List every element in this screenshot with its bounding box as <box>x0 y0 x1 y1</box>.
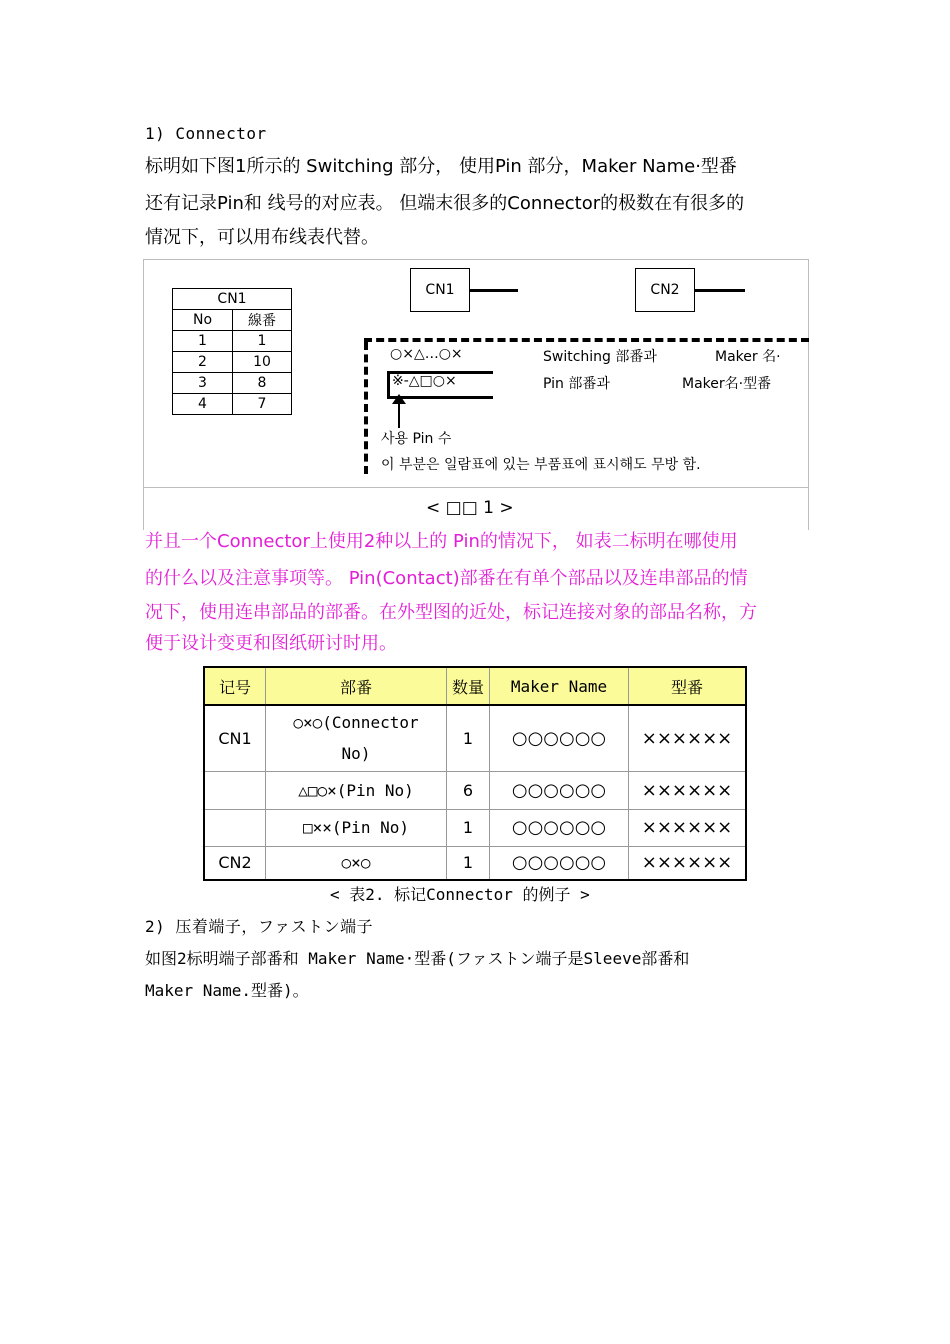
column-header-part: 部番 <box>266 667 447 705</box>
cell-model: ×××××× <box>629 809 747 846</box>
column-header-maker: Maker Name <box>490 667 629 705</box>
paragraph-line: 还有记录Pin和 线号的对应表。 但端末很多的Connector的极数在有很多的 <box>145 193 745 214</box>
cell-maker: ○○○○○○ <box>490 846 629 880</box>
section-title-terminal: 2) 压着端子，ファストン端子 <box>145 917 374 936</box>
pin-count-label: 사용 Pin 수 <box>381 431 452 447</box>
paragraph-line: 便于设计变更和图纸研讨时用。 <box>145 633 397 654</box>
table-row <box>204 809 746 846</box>
cell-part-line: No) <box>341 744 371 764</box>
connector-example-table <box>203 666 747 881</box>
cn1-wire-table <box>172 288 292 415</box>
column-header-qty: 数量 <box>447 667 490 705</box>
column-header-wire: 線番 <box>233 310 292 331</box>
paragraph-line: 如图2标明端子部番和 Maker Name·型番(ファストン端子是Sleeve部番和 <box>145 949 690 968</box>
cell-model: ×××××× <box>629 846 747 880</box>
figure-divider <box>143 487 808 488</box>
pin-label: Pin 部番과 <box>543 376 610 392</box>
figure-1 <box>143 259 809 530</box>
cell-model: ×××××× <box>629 771 747 809</box>
connector-lead-line <box>695 289 745 292</box>
connector-box-cn2: CN2 <box>635 268 695 312</box>
table-row <box>204 771 746 809</box>
table-cell: 3 <box>173 373 233 394</box>
cell-code <box>204 771 266 809</box>
figure-note: 이 부분은 일람표에 있는 부품표에 표시해도 무방 함. <box>381 457 701 473</box>
column-header-model: 型番 <box>629 667 747 705</box>
cell-code <box>204 809 266 846</box>
arrow-shaft <box>398 402 400 428</box>
cell-maker: ○○○○○○ <box>490 771 629 809</box>
paragraph-line: 况下，使用连串部品的部番。在外型图的近处，标记连接对象的部品名称，方 <box>145 602 757 623</box>
dashed-border-top <box>364 338 809 342</box>
paragraph-line: 并且一个Connector上使用2种以上的 Pin的情况下， 如表二标明在哪使用 <box>145 531 738 552</box>
cell-maker: ○○○○○○ <box>490 705 629 771</box>
figure-caption: < □□ 1 > <box>426 498 514 518</box>
table-row <box>204 705 746 771</box>
cell-code: CN2 <box>204 846 266 880</box>
table-cell: 8 <box>233 373 292 394</box>
cell-part <box>266 705 447 771</box>
connector-lead-line <box>470 289 518 292</box>
pin-code: ※-△□○× <box>392 373 457 389</box>
cell-code: CN1 <box>204 705 266 771</box>
column-header-code: 记号 <box>204 667 266 705</box>
switching-code: ○×△…○× <box>390 346 463 362</box>
table-cell: 7 <box>233 394 292 415</box>
cell-qty: 1 <box>447 705 490 771</box>
paragraph-line: 的什么以及注意事项等。 Pin(Contact)部番在有单个部品以及连串部品的情 <box>145 568 748 589</box>
table-cell: 4 <box>173 394 233 415</box>
cell-model: ×××××× <box>629 705 747 771</box>
paragraph-line: 情况下，可以用布线表代替。 <box>145 227 379 248</box>
table-cell: 1 <box>173 331 233 352</box>
paragraph-line: Maker Name.型番)。 <box>145 981 309 1000</box>
switching-label: Switching 部番과 <box>543 349 657 365</box>
cell-qty: 6 <box>447 771 490 809</box>
maker-model-label: Maker名·型番 <box>682 376 772 392</box>
table-cell: 1 <box>233 331 292 352</box>
cell-part: □××(Pin No) <box>266 809 447 846</box>
table-cell: 10 <box>233 352 292 373</box>
dashed-border-left <box>364 342 368 474</box>
connector-box-cn1: CN1 <box>410 268 470 312</box>
section-title-connector: 1) Connector <box>145 124 267 143</box>
maker-label: Maker 名· <box>715 349 781 365</box>
cell-part: ○×○ <box>266 846 447 880</box>
table-row <box>204 846 746 880</box>
paragraph-line: 标明如下图1所示的 Switching 部分， 使用Pin 部分，Maker Name·型番 <box>145 156 737 177</box>
cell-qty: 1 <box>447 809 490 846</box>
table-cell: 2 <box>173 352 233 373</box>
cell-qty: 1 <box>447 846 490 880</box>
cell-part-line: ○×○(Connector <box>293 713 419 733</box>
table-caption: < 表2. 标记Connector 的例子 > <box>330 885 590 904</box>
cell-part: △□○×(Pin No) <box>266 771 447 809</box>
table-title: CN1 <box>173 289 292 310</box>
cell-maker: ○○○○○○ <box>490 809 629 846</box>
column-header-no: No <box>173 310 233 331</box>
